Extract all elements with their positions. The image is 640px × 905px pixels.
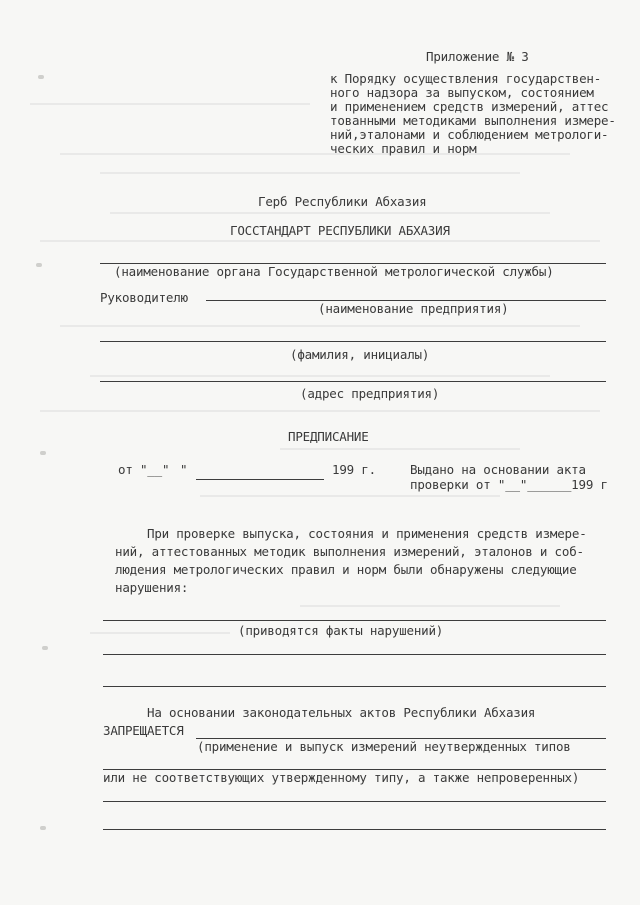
bleed-through [40,410,600,412]
bleed-through [90,375,550,377]
prohibition-fill-line [103,801,606,802]
bleed-through [100,172,520,174]
body-line: людения метрологических правил и норм были обнаружены следующие [115,562,577,577]
name-caption: (фамилия, инициалы) [290,347,430,362]
bleed-through [90,632,230,634]
punch-hole [38,75,44,79]
address-caption: (адрес предприятия) [300,386,440,401]
order-date-fill-line [196,479,324,480]
bleed-through [200,495,500,497]
bleed-through [60,153,570,155]
prohibition-label: ЗАПРЕЩАЕТСЯ [103,723,184,738]
body-line: нарушения: [115,580,189,595]
agency-name: ГОССТАНДАРТ РЕСПУБЛИКИ АБХАЗИЯ [230,223,450,238]
punch-hole [40,451,46,455]
violations-fill-line [103,686,606,687]
issued-basis-line2: проверки от "__"______199 г [410,477,608,492]
order-date-from: от "__" [118,462,170,477]
recipient-label: Руководителю [100,290,188,305]
prohibition-basis: На основании законодательных актов Республики Абхазия [147,705,536,720]
bleed-through [300,605,560,607]
appendix-line: и применением средств измерений, аттес [330,99,609,114]
coat-of-arms-label: Герб Республики Абхазия [258,194,427,209]
order-title: ПРЕДПИСАНИЕ [288,429,369,444]
appendix-line: тованными методиками выполнения измере- [330,113,616,128]
issued-basis-line1: Выдано на основании акта [410,462,586,477]
appendix-line: ного надзора за выпуском, состоянием [330,85,594,100]
prohibition-fill-line [103,829,606,830]
enterprise-fill-line-2 [100,341,606,342]
bleed-through [30,103,310,105]
prohibition-caption-2: или не соответствующих утвержденному типу, а также непроверенных) [103,770,580,785]
body-line: При проверке выпуска, состояния и применения средств измере- [147,526,587,541]
name-fill-line [100,381,606,382]
agency-caption: (наименование органа Государственной метрологической службы) [114,264,554,279]
appendix-line: ний,эталонами и соблюдением метрологи- [330,127,609,142]
violations-fill-line [103,654,606,655]
prohibition-caption-1: (применение и выпуск измерений неутвержденных типов [197,739,571,754]
order-year: 199 г. [332,462,376,477]
body-line: ний, аттестованных методик выполнения измерений, эталонов и соб- [115,544,584,559]
appendix-line: к Порядку осуществления государствен- [330,71,602,86]
appendix-line: ческих правил и норм [330,141,477,156]
bleed-through [40,240,600,242]
punch-hole [36,263,42,267]
bleed-through [60,325,580,327]
punch-hole [42,646,48,650]
violations-fill-line [103,620,606,621]
punch-hole [40,826,46,830]
violations-caption: (приводятся факты нарушений) [238,623,444,638]
bleed-through [110,212,550,214]
appendix-title: Приложение № 3 [426,49,529,64]
order-date-quote: " [180,462,188,477]
bleed-through [280,448,520,450]
enterprise-caption: (наименование предприятия) [318,301,509,316]
